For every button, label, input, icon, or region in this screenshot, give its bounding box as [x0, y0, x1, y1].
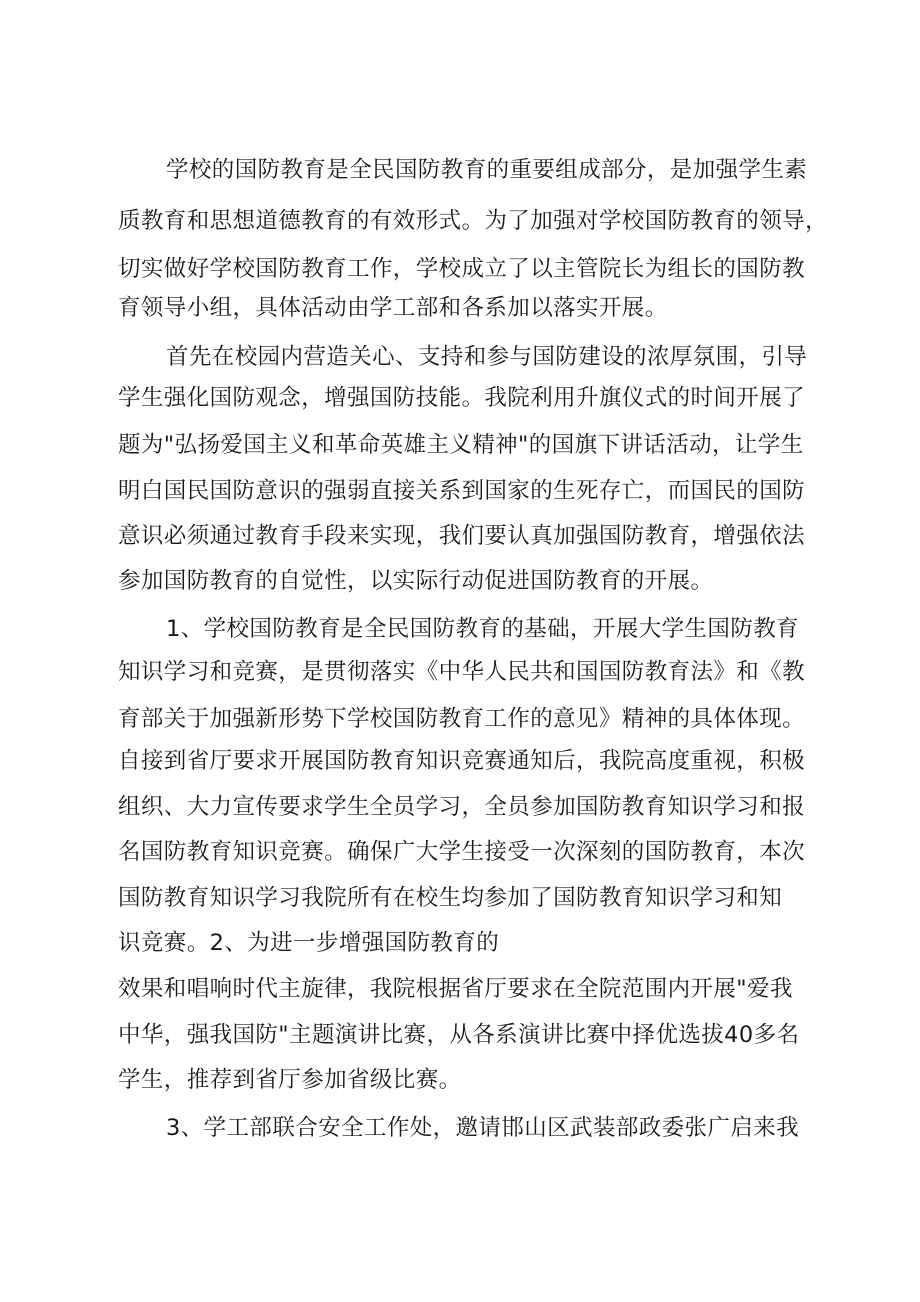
paragraph-3-line-7: 国防教育知识学习我院所有在校生均参加了国防教育知识学习和知	[118, 885, 783, 911]
paragraph-3-line-6: 名国防教育知识竞赛。确保广大学生接受一次深刻的国防教育，本次	[118, 839, 806, 865]
paragraph-3-line-4: 自接到省厅要求开展国防教育知识竞赛通知后，我院高度重视，积极	[118, 748, 806, 774]
paragraph-4-line-1: 效果和唱响时代主旋律，我院根据省厅要求在全院范围内开展"爱我	[118, 976, 793, 1002]
paragraph-3-line-5: 组织、大力宣传要求学生全员学习，全员参加国防教育知识学习和报	[118, 794, 806, 820]
paragraph-3-line-3: 育部关于加强新形势下学校国防教育工作的意见》精神的具体体现。	[118, 706, 806, 732]
paragraph-1-line-4: 育领导小组，具体活动由学工部和各系加以落实开展。	[118, 295, 668, 321]
paragraph-2-line-4: 明白国民国防意识的强弱直接关系到国家的生死存亡，而国民的国防	[118, 478, 806, 504]
paragraph-2-line-5: 意识必须通过教育手段来实现，我们要认真加强国防教育，增强依法	[118, 523, 806, 549]
paragraph-2-line-3: 题为"弘扬爱国主义和革命英雄主义精神"的国旗下讲话活动，让学生	[118, 432, 804, 458]
paragraph-3-line-2: 知识学习和竞赛，是贯彻落实《中华人民共和国国防教育法》和《教	[118, 659, 806, 685]
paragraph-1-line-1: 学校的国防教育是全民国防教育的重要组成部分，是加强学生素	[166, 157, 808, 183]
paragraph-4-line-2: 中华，强我国防"主题演讲比赛，从各系演讲比赛中择优选拔40多名	[118, 1022, 800, 1048]
paragraph-3-line-8: 识竞赛。2、为进一步增强国防教育的	[118, 930, 500, 956]
paragraph-5-line-1: 3、学工部联合安全工作处，邀请邯山区武装部政委张广启来我	[166, 1115, 800, 1141]
paragraph-1-line-2: 质教育和思想道德教育的有效形式。为了加强对学校国防教育的领导，	[118, 208, 828, 234]
paragraph-2-line-1: 首先在校园内营造关心、支持和参与国防建设的浓厚氛围，引导	[166, 344, 808, 370]
paragraph-2-line-2: 学生强化国防观念，增强国防技能。我院利用升旗仪式的时间开展了	[118, 385, 806, 411]
paragraph-4-line-3: 学生，推荐到省厅参加省级比赛。	[118, 1067, 462, 1093]
paragraph-1-line-3: 切实做好学校国防教育工作，学校成立了以主管院长为组长的国防教	[118, 256, 806, 282]
paragraph-3-line-1: 1、学校国防教育是全民国防教育的基础，开展大学生国防教育	[166, 616, 800, 642]
paragraph-2-line-6: 参加国防教育的自觉性，以实际行动促进国防教育的开展。	[118, 568, 714, 594]
